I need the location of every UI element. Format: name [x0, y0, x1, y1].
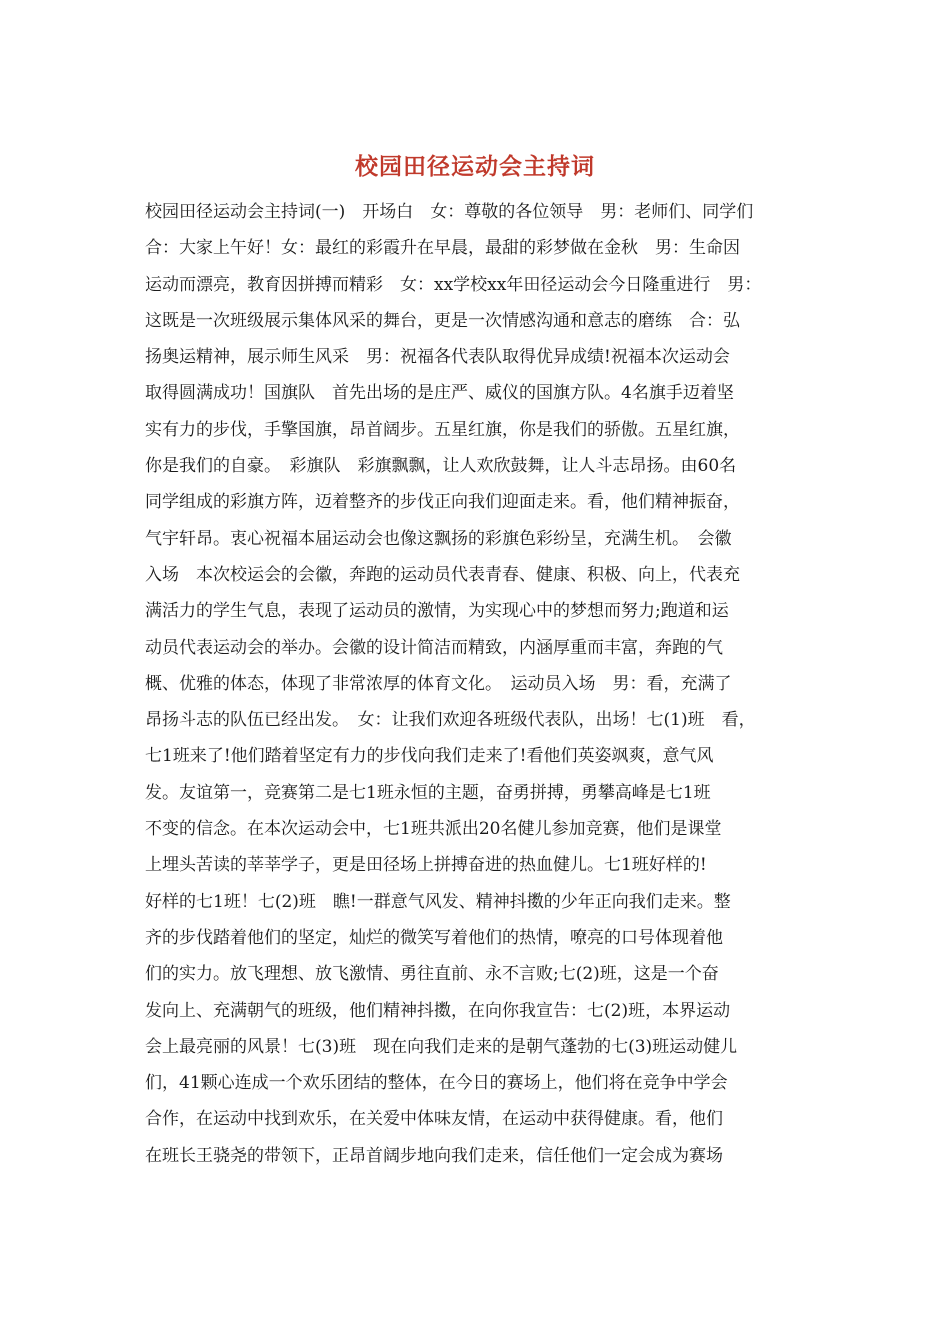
body-line: 校园田径运动会主持词(一) 开场白 女：尊敬的各位领导 男：老师们、同学们 — [145, 202, 754, 222]
body-line: 满活力的学生气息，表现了运动员的激情，为实现心中的梦想而努力;跑道和运 — [145, 601, 729, 622]
body-line: 入场 本次校运会的会徽，奔跑的运动员代表青春、健康、积极、向上，代表充 — [145, 564, 740, 585]
document-title: 校园田径运动会主持词 — [355, 153, 595, 180]
document-body — [145, 194, 815, 1174]
body-line: 动员代表运动会的举办。会徽的设计简洁而精致，内涵厚重而丰富，奔跑的气 — [145, 637, 723, 658]
body-line: 们，41颗心连成一个欢乐团结的整体，在今日的赛场上，他们将在竞争中学会 — [145, 1073, 728, 1094]
body-line: 在班长王骁尧的带领下，正昂首阔步地向我们走来，信任他们一定会成为赛场 — [145, 1145, 723, 1166]
body-line: 会上最亮丽的风景！七(3)班 现在向我们走来的是朝气蓬勃的七(3)班运动健儿 — [145, 1036, 738, 1057]
body-line: 们的实力。放飞理想、放飞激情、勇往直前、永不言败;七(2)班，这是一个奋 — [145, 964, 719, 985]
body-line: 不变的信念。在本次运动会中，七1班共派出20名健儿参加竞赛，他们是课堂 — [145, 819, 722, 840]
body-line: 合作，在运动中找到欢乐，在关爱中体味友情，在运动中获得健康。看，他们 — [145, 1109, 723, 1130]
body-line: 运动而漂亮，教育因拼搏而精彩 女：xx学校xx年田径运动会今日隆重进行 男： — [145, 274, 762, 295]
body-line: 昂扬斗志的队伍已经出发。 女：让我们欢迎各班级代表队，出场！七(1)班 看， — [145, 710, 756, 731]
body-line: 发。友谊第一，竞赛第二是七1班永恒的主题，奋勇拼搏，勇攀高峰是七1班 — [145, 782, 711, 803]
body-line: 齐的步伐踏着他们的坚定，灿烂的微笑写着他们的热情，嘹亮的口号体现着他 — [145, 927, 723, 948]
body-line: 你是我们的自豪。 彩旗队 彩旗飘飘，让人欢欣鼓舞，让人斗志昂扬。由60名 — [145, 456, 737, 477]
body-line: 概、优雅的体态，体现了非常浓厚的体育文化。 运动员入场 男：看，充满了 — [145, 673, 732, 694]
body-line: 七1班来了!他们踏着坚定有力的步伐向我们走来了!看他们英姿飒爽，意气风 — [145, 746, 714, 767]
body-line: 扬奥运精神，展示师生风采 男：祝福各代表队取得优异成绩!祝福本次运动会 — [145, 347, 730, 368]
body-line: 发向上、充满朝气的班级，他们精神抖擞，在向你我宣告：七(2)班，本界运动 — [145, 1000, 731, 1021]
body-line: 同学组成的彩旗方阵，迈着整齐的步伐正向我们迎面走来。看，他们精神振奋， — [145, 492, 740, 513]
body-line: 上埋头苦读的莘莘学子，更是田径场上拼搏奋进的热血健儿。七1班好样的! — [145, 855, 707, 876]
body-line: 实有力的步伐，手擎国旗，昂首阔步。五星红旗，你是我们的骄傲。五星红旗， — [145, 419, 740, 440]
body-line: 取得圆满成功！国旗队 首先出场的是庄严、威仪的国旗方队。4名旗手迈着坚 — [145, 383, 734, 404]
body-line: 合：大家上午好！女：最红的彩霞升在早晨，最甜的彩梦做在金秋 男：生命因 — [145, 238, 740, 259]
body-line: 这既是一次班级展示集体风采的舞台，更是一次情感沟通和意志的磨练 合：弘 — [145, 310, 740, 331]
body-line: 好样的七1班！七(2)班 瞧!一群意气风发、精神抖擞的少年正向我们走来。整 — [145, 891, 731, 912]
body-line: 气宇轩昂。衷心祝福本届运动会也像这飘扬的彩旗色彩纷呈，充满生机。 会徽 — [145, 528, 732, 549]
